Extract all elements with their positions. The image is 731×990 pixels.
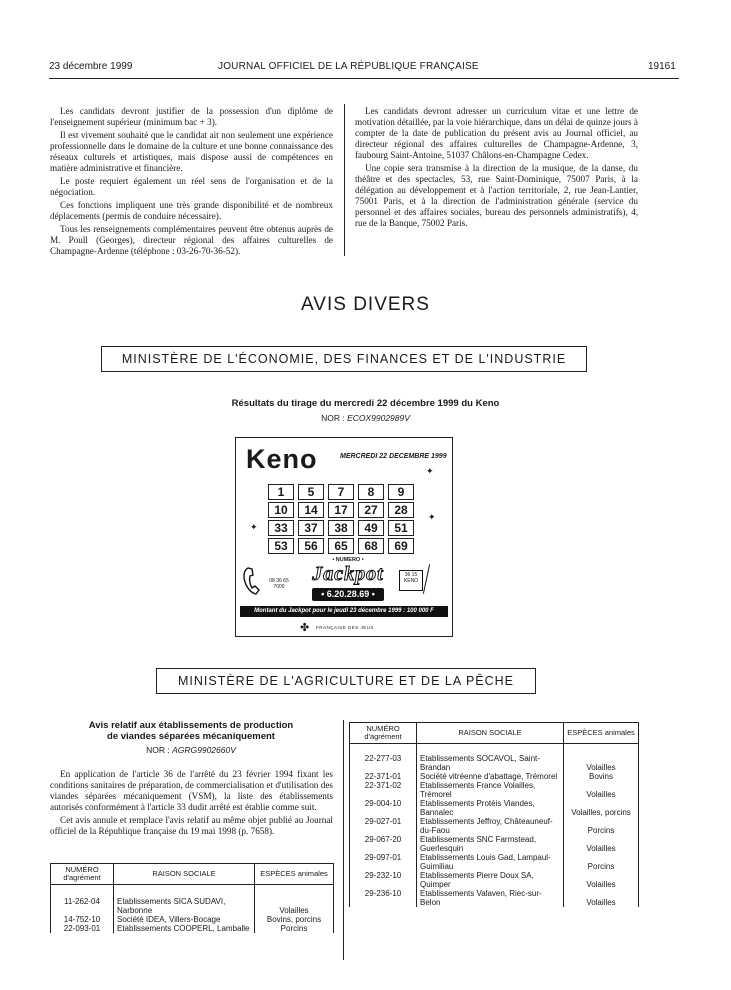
keno-number: 65 [328, 538, 354, 554]
table-row [350, 853, 639, 871]
keno-results-figure [235, 437, 453, 637]
agreement-number: 29-097-01 [350, 853, 417, 871]
nor-label: NOR : [146, 745, 170, 755]
species: Bovins [564, 772, 639, 781]
company-name: Etablissements France Volailles, Trémorel [417, 781, 564, 799]
keno-number: 14 [298, 502, 324, 518]
keno-number: 68 [358, 538, 384, 554]
species: Volailles [564, 781, 639, 799]
agreement-number: 11-262-04 [51, 897, 114, 915]
jackpot-number: • 6.20.28.69 • [312, 588, 384, 601]
avis-title-line: de viandes séparées mécaniquement [107, 731, 275, 742]
species: Volailles, porcins [564, 799, 639, 817]
company-name: Société vitréenne d'abattage, Trémorel [417, 772, 564, 781]
phone-number: 08 36 65 7000 [269, 578, 289, 590]
sparkle-icon: ✦ [250, 522, 258, 532]
agreement-number: 22-093-01 [51, 924, 114, 933]
company-name: Etablissements Valaven, Riec-sur-Belon [417, 889, 564, 907]
species: Volailles [564, 835, 639, 853]
fdj-logo-text: FRANÇAISE DES JEUX [316, 625, 375, 630]
agreement-number: 29-236-10 [350, 889, 417, 907]
company-name: Etablissements SICA SUDAVI, Narbonne [114, 897, 255, 915]
agreement-number: 22-277-03 [350, 754, 417, 772]
agreement-table-left [50, 863, 334, 933]
table-row [350, 817, 639, 835]
table-row [350, 835, 639, 853]
keno-number: 9 [388, 484, 414, 500]
column-divider [343, 720, 344, 960]
species: Porcins [564, 817, 639, 835]
agreement-number: 14-752-10 [51, 915, 114, 924]
column-header-especes: ESPÈCES animales [255, 864, 334, 885]
header-journal-title: JOURNAL OFFICIEL DE LA RÉPUBLIQUE FRANÇAISE [218, 61, 479, 72]
minitel-box: 36 15 KENO [399, 570, 423, 591]
species: Bovins, porcins [255, 915, 334, 924]
agreement-number: 29-027-01 [350, 817, 417, 835]
paragraph: Cet avis annule et remplace l'avis relatif au même objet publié au Journal officiel de la République française du 19 mai 1998 (p. 7658). [50, 815, 333, 836]
paragraph: En application de l'article 36 de l'arrêté du 23 février 1994 fixant les conditions sanitaires de préparation, de commercialisation et d'utilisation des viandes séparées mécaniquement (VSM), la liste des établissements autorisés conformément à l'article 33 dudit arrêté est établie comme suit. [50, 769, 333, 812]
paragraph: Il est vivement souhaité que le candidat ait non seulement une expérience professionnelle dans le domaine de la culture et une bonne connaissance des réseaux culturels et artistiques, mais dispose aussi de compétences en matière administrative et financière. [50, 130, 333, 173]
table-row [51, 924, 334, 933]
keno-number: 56 [298, 538, 324, 554]
column-header-numero: NUMÉRO d'agrément [350, 723, 417, 744]
keno-number: 8 [358, 484, 384, 500]
table-row [350, 754, 639, 772]
keno-number: 37 [298, 520, 324, 536]
ministry-title-box: MINISTÈRE DE L'AGRICULTURE ET DE LA PÊCHE [156, 668, 536, 694]
keno-number: 5 [298, 484, 324, 500]
keno-number: 69 [388, 538, 414, 554]
keno-number: 17 [328, 502, 354, 518]
paragraph: Les candidats devront justifier de la possession d'un diplôme de l'enseignement supérieur (minimum bac + 3). [50, 106, 333, 127]
company-name: Etablissements SNC Farmstead, Guerlesquin [417, 835, 564, 853]
species: Volailles [564, 871, 639, 889]
species: Porcins [564, 853, 639, 871]
keno-number: 33 [268, 520, 294, 536]
jackpot-amount-banner: Montant du Jackpot pour le jeudi 23 décembre 1999 : 100 000 F [240, 606, 448, 617]
table-row [51, 915, 334, 924]
table-row [350, 781, 639, 799]
avis-body [50, 769, 333, 839]
species: Volailles [564, 889, 639, 907]
column-header-especes: ESPÈCES animales [564, 723, 639, 744]
jackpot-logo: Jackpot [312, 563, 384, 585]
company-name: Etablissements Louis Gad, Lampaul-Guimiliau [417, 853, 564, 871]
keno-nor [0, 413, 731, 423]
column-header-raison-sociale: RAISON SOCIALE [114, 864, 255, 885]
agreement-number: 29-004-10 [350, 799, 417, 817]
section-heading: AVIS DIVERS [301, 294, 430, 315]
top-right-column [355, 106, 638, 231]
keno-number: 7 [328, 484, 354, 500]
nor-value: AGRG9902660V [172, 745, 236, 755]
nor-label: NOR : [321, 413, 345, 423]
keno-results-title: Résultats du tirage du mercredi 22 décembre 1999 du Keno [231, 398, 500, 409]
keno-draw-date: MERCREDI 22 DECEMBRE 1999 [340, 453, 447, 460]
paragraph: Ces fonctions impliquent une très grande disponibilité et de nombreux déplacements (permis de conduire nécessaire). [50, 200, 333, 221]
agreement-number: 29-067-20 [350, 835, 417, 853]
species: Porcins [255, 924, 334, 933]
agreement-number: 22-371-01 [350, 772, 417, 781]
keno-number: 53 [268, 538, 294, 554]
keno-number: 49 [358, 520, 384, 536]
table-row [51, 897, 334, 915]
keno-number: 51 [388, 520, 414, 536]
agreement-number: 29-232-10 [350, 871, 417, 889]
telephone-icon [242, 566, 264, 601]
paragraph: Les candidats devront adresser un curriculum vitae et une lettre de motivation détaillée, par la voie hiérarchique, dans un délai de quinze jours à compter de la date de publication du présent avis au Journal officiel, au directeur régional des affaires culturelles de Champagne-Ardenne, 3, faubourg Saint-Antoine, 51037 Châlons-en-Champagne Cedex. [355, 106, 638, 160]
species: Volailles [564, 754, 639, 772]
column-divider [344, 104, 345, 256]
header-date: 23 décembre 1999 [49, 61, 133, 72]
column-header-numero: NUMÉRO d'agrément [51, 864, 114, 885]
table-row [350, 772, 639, 781]
table-row [350, 871, 639, 889]
avis-title-line: Avis relatif aux établissements de production [88, 720, 294, 731]
paragraph: Le poste requiert également un réel sens de l'organisation et de la négociation. [50, 176, 333, 197]
keno-number: 27 [358, 502, 384, 518]
table-row [350, 799, 639, 817]
nor-value: ECOX9902989V [347, 413, 410, 423]
species: Volailles [255, 897, 334, 915]
keno-number: 1 [268, 484, 294, 500]
table-row [350, 889, 639, 907]
keno-number: 38 [328, 520, 354, 536]
avis-title [50, 720, 332, 742]
keno-number: 28 [388, 502, 414, 518]
pen-icon [423, 564, 430, 594]
agreement-table-right [349, 722, 639, 907]
avis-nor [50, 745, 332, 755]
header-page-number: 19161 [648, 61, 676, 72]
top-left-column [50, 106, 333, 259]
company-name: Etablissements COOPERL, Lamballe [114, 924, 255, 933]
paragraph: Une copie sera transmise à la direction de la musique, de la danse, du théâtre et des spectacles, 53, rue Saint-Dominique, 75007 Paris, à la délégation au développement et à l'action territoriale, 2, rue Jean-Lantier, 75001 Paris, et à la direction de l'administration générale (service du personnel et des affaires sociales, bureau des personnels administratifs), 4, rue de la Banque, 75002 Paris. [355, 163, 638, 228]
jackpot-numero-label: • NUMERO • [332, 557, 364, 563]
clover-logo-icon: ✤ [300, 622, 310, 634]
header-rule [49, 78, 679, 79]
company-name: Société IDEA, Villers-Bocage [114, 915, 255, 924]
company-name: Etablissements Protéis Viandes, Bannalec [417, 799, 564, 817]
ministry-title-box: MINISTÈRE DE L'ÉCONOMIE, DES FINANCES ET DE L'INDUSTRIE [101, 346, 587, 372]
keno-number: 10 [268, 502, 294, 518]
sparkle-icon: ✦ [426, 466, 434, 476]
column-header-raison-sociale: RAISON SOCIALE [417, 723, 564, 744]
company-name: Etablissements SOCAVOL, Saint-Brandan [417, 754, 564, 772]
company-name: Etablissements Pierre Doux SA, Quimper [417, 871, 564, 889]
company-name: Etablissements Jeffroy, Châteauneuf-du-Faou [417, 817, 564, 835]
keno-logo: Keno [246, 444, 318, 474]
sparkle-icon: ✦ [428, 512, 436, 522]
agreement-number: 22-371-02 [350, 781, 417, 799]
paragraph: Tous les renseignements complémentaires peuvent être obtenus auprès de M. Poull (Georges), directeur régional des affaires culturelles de Champagne-Ardenne (téléphone : 03-26-70-36-52). [50, 224, 333, 256]
